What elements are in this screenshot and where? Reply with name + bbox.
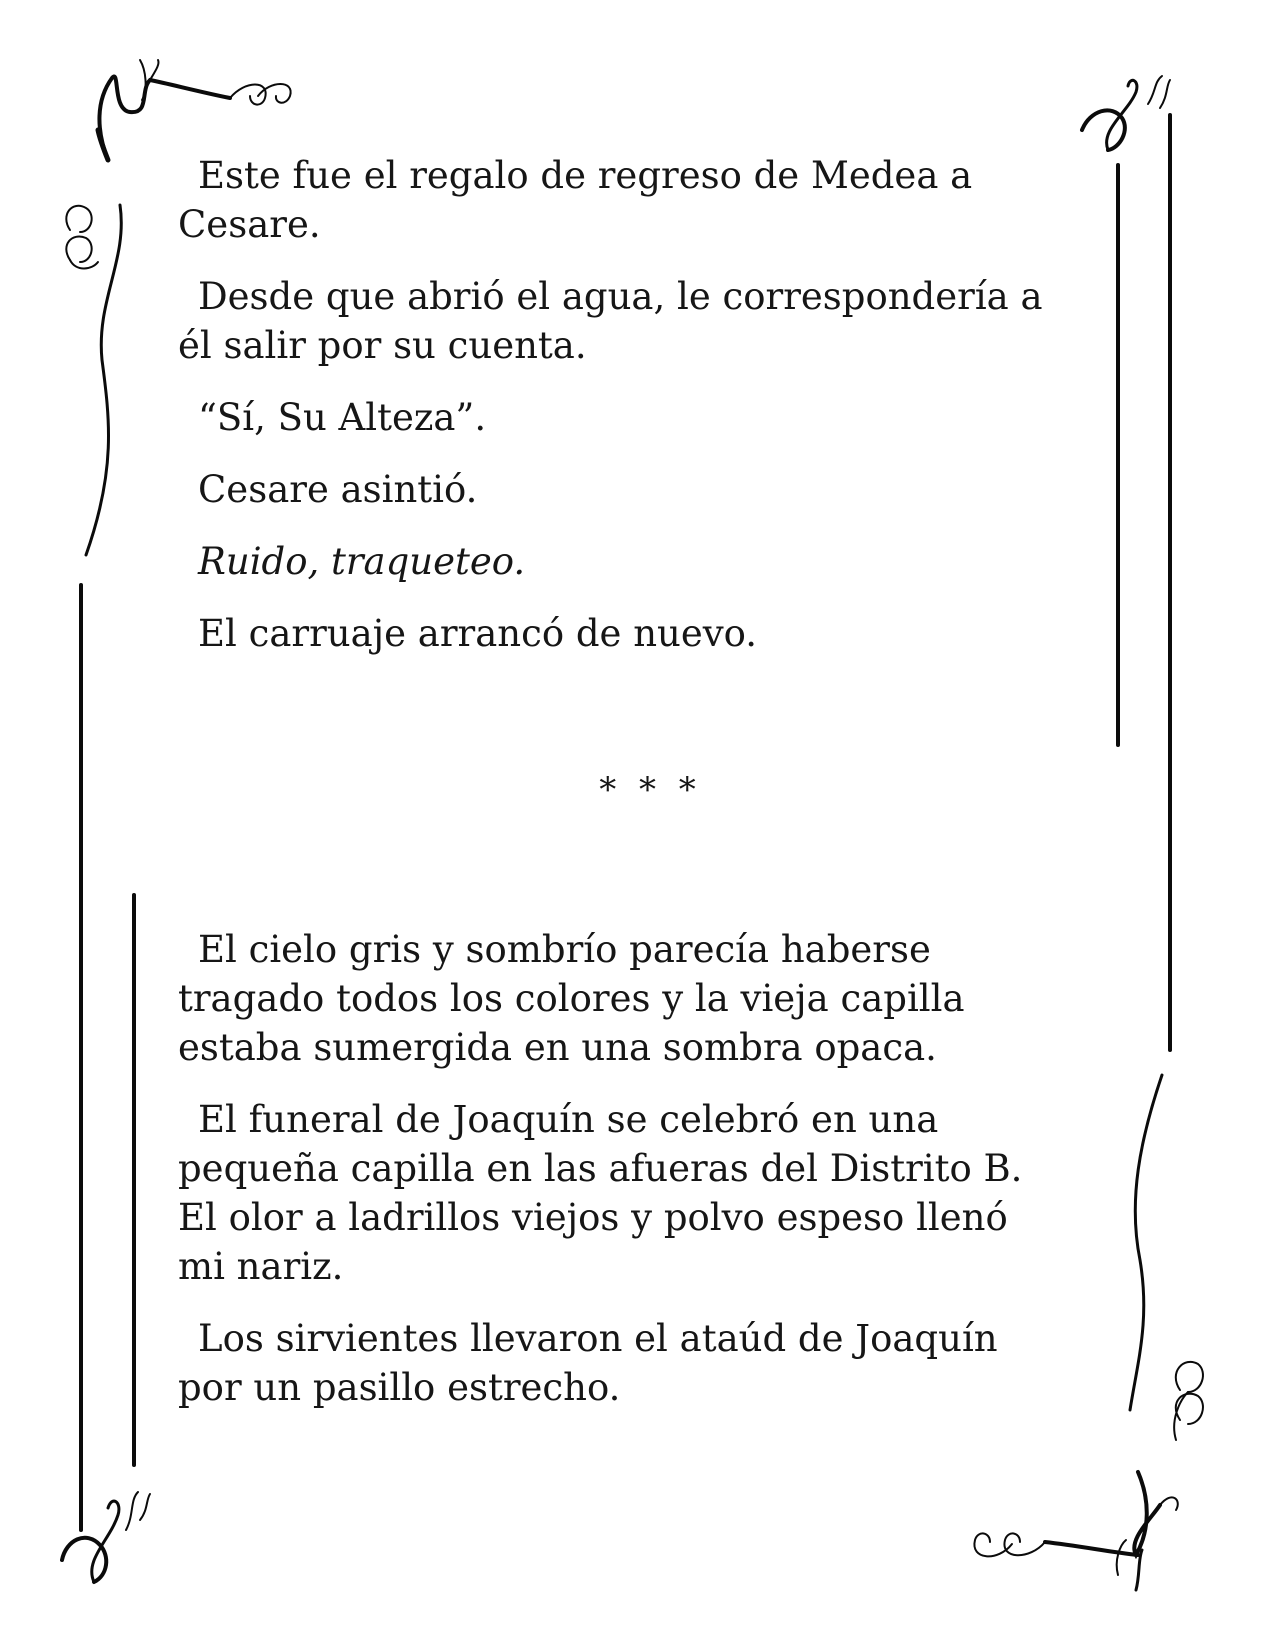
- paragraph: El funeral de Joaquín se celebró en una pequeña capilla en las afueras del Distrito B. El olor a ladrillos viejos y polvo espeso llenó mi nariz.: [178, 1098, 1023, 1288]
- paragraph: El carruaje arrancó de nuevo.: [198, 612, 758, 655]
- flourish-top-right-icon: [1082, 76, 1170, 150]
- paragraph: Desde que abrió el agua, le correspondería a él salir por su cuenta.: [178, 275, 1043, 367]
- text-section-1: [178, 151, 1058, 681]
- paragraph: Este fue el regalo de regreso de Medea a Cesare.: [178, 154, 973, 246]
- paragraph-italic: Ruido, traqueteo.: [198, 540, 526, 583]
- paragraph: Cesare asintió.: [198, 468, 478, 511]
- paragraph: Los sirvientes llevaron el ataúd de Joaquín por un pasillo estrecho.: [178, 1317, 998, 1409]
- text-section-2: [178, 925, 1058, 1435]
- paragraph: El cielo gris y sombrío parecía haberse tragado todos los colores y la vieja capilla estaba sumergida en una sombra opaca.: [178, 928, 965, 1069]
- scene-break: * * *: [599, 770, 702, 810]
- paragraph: “Sí, Su Alteza”.: [198, 396, 487, 439]
- flourish-bottom-left-icon: [62, 1492, 150, 1582]
